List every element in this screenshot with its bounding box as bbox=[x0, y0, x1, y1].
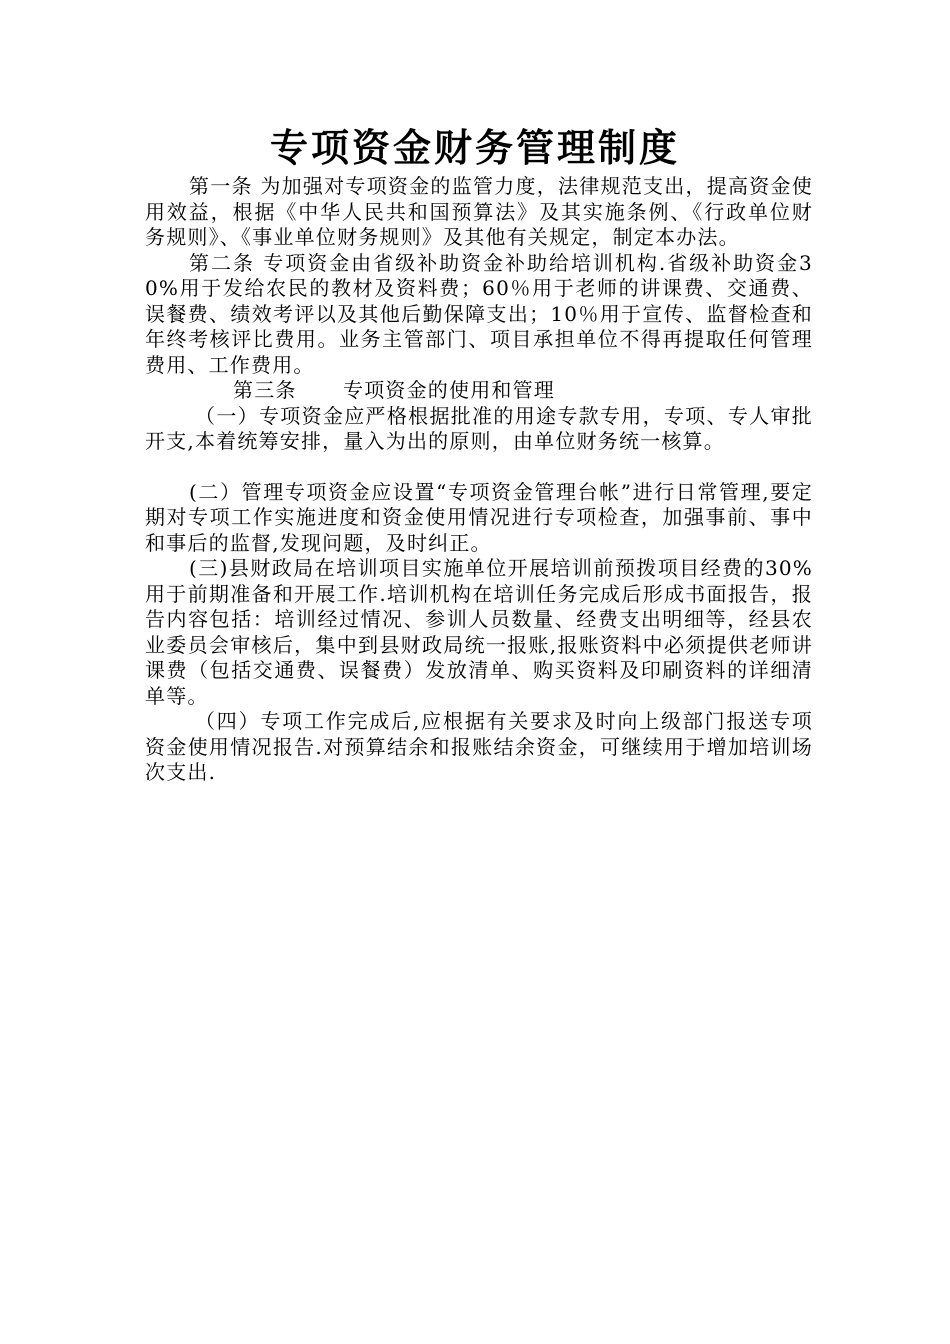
article-2-paragraph: 第二条 专项资金由省级补助资金补助给培训机构.省级补助资金30%用于发给农民的教材及资料费；60％用于老师的讲课费、交通费、误餐费、绩效考评以及其他后勤保障支出；10％用于宣传、监督检查和年终考核评比费用。业务主管部门、项目承担单位不得再提取任何管理费用、工作费用。 bbox=[145, 250, 813, 377]
item-3-paragraph: (三)县财政局在培训项目实施单位开展培训前预拨项目经费的30%用于前期准备和开展工作.培训机构在培训任务完成后形成书面报告，报告内容包括：培训经过情况、参训人员数量、经费支出明细等，经县农业委员会审核后，集中到县财政局统一报账,报账资料中必须提供老师讲课费（包括交通费、误餐费）发放清单、购买资料及印刷资料的详细清单等。 bbox=[145, 556, 813, 708]
document-title: 专项资金财务管理制度 bbox=[269, 126, 680, 170]
item-1-paragraph: （一）专项资金应严格根据批准的用途专款专用，专项、专人审批开支,本着统筹安排，量入为出的原则，由单位财务统一核算。 bbox=[145, 403, 813, 453]
blank-line bbox=[145, 455, 813, 480]
item-4-paragraph: （四）专项工作完成后,应根据有关要求及时向上级部门报送专项资金使用情况报告.对预算结余和报账结余资金，可继续用于增加培训场次支出. bbox=[145, 709, 813, 784]
document-body bbox=[145, 174, 813, 786]
article-3-heading bbox=[145, 378, 813, 404]
article-3-number: 第三条 bbox=[233, 378, 297, 402]
article-3-title: 专项资金的使用和管理 bbox=[343, 378, 555, 402]
article-1-paragraph: 第一条 为加强对专项资金的监管力度，法律规范支出，提高资金使用效益，根据《中华人民共和国预算法》及其实施条例、《行政单位财务规则》、《事业单位财务规则》及其他有关规定，制定本办法。 bbox=[145, 174, 813, 249]
item-2-paragraph: (二）管理专项资金应设置“专项资金管理台帐”进行日常管理,要定期对专项工作实施进度和资金使用情况进行专项检查，加强事前、事中和事后的监督,发现问题，及时纠正。 bbox=[145, 479, 813, 555]
